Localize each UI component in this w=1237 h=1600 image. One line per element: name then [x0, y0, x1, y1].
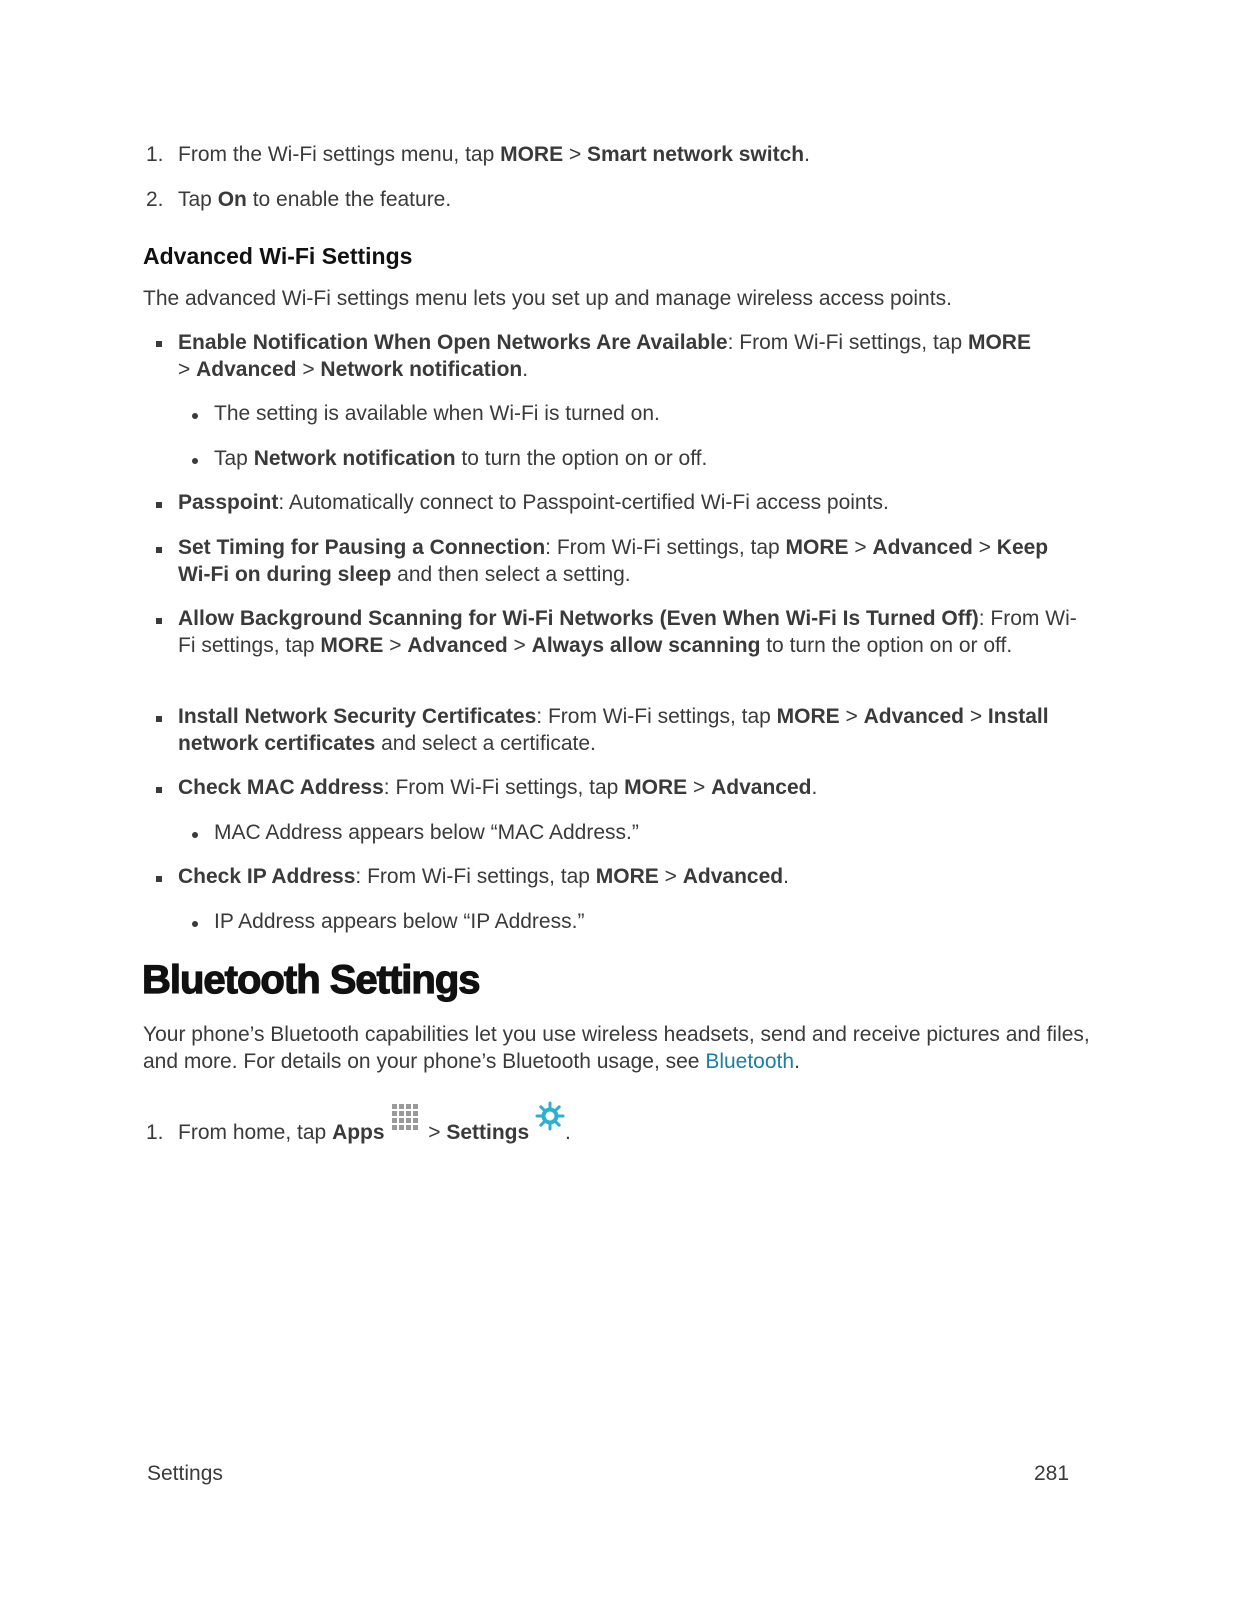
footer-section-name: Settings — [147, 1462, 223, 1485]
step-1: 1. From the Wi-Fi settings menu, tap MORE > Smart network switch. — [146, 143, 810, 166]
sub-item: The setting is available when Wi-Fi is turned on. — [214, 402, 660, 425]
sub-item: MAC Address appears below “MAC Address.” — [214, 821, 639, 844]
step-number: 2. — [146, 188, 164, 211]
footer-page-number: 281 — [1034, 1462, 1070, 1485]
bullet-square — [156, 618, 162, 624]
section-heading-bluetooth: Bluetooth Settings — [142, 958, 480, 1002]
bullet-square — [156, 547, 162, 553]
settings-gear-icon — [535, 1101, 565, 1137]
bullet-square — [156, 787, 162, 793]
list-item-security-certificates: Install Network Security Certificates: From Wi-Fi settings, tap MORE > Advanced > Install network certificates and select a certificate. — [178, 705, 1049, 755]
section-heading-advanced-wifi: Advanced Wi-Fi Settings — [143, 243, 413, 269]
bullet-dot — [192, 832, 198, 838]
list-item-passpoint: Passpoint: Automatically connect to Passpoint-certified Wi-Fi access points. — [178, 491, 889, 514]
bullet-square — [156, 716, 162, 722]
step-number: 1. — [146, 1121, 164, 1144]
step-2: 2. Tap On to enable the feature. — [146, 188, 452, 211]
sub-item: IP Address appears below “IP Address.” — [214, 910, 585, 933]
bullet-square — [156, 502, 162, 508]
bullet-dot — [192, 458, 198, 464]
bullet-square — [156, 341, 162, 347]
sub-item: Tap Network notification to turn the option on or off. — [214, 447, 708, 470]
bluetooth-intro: Your phone’s Bluetooth capabilities let you use wireless headsets, send and receive pictures and files, and more. For details on your phone’s Bluetooth usage, see Bluetooth. — [143, 1023, 1090, 1073]
bullet-square — [156, 876, 162, 882]
list-item-check-mac: Check MAC Address: From Wi-Fi settings, tap MORE > Advanced. — [178, 776, 818, 799]
list-item-network-notification: Enable Notification When Open Networks Are Available: From Wi-Fi settings, tap MORE > Advanced > Network notification. — [178, 331, 1031, 381]
bullet-dot — [192, 921, 198, 927]
apps-grid-icon — [390, 1103, 422, 1139]
bluetooth-step-1: 1. From home, tap Apps > Settings . — [146, 1101, 571, 1145]
list-item-pausing-timing: Set Timing for Pausing a Connection: From Wi-Fi settings, tap MORE > Advanced > Keep Wi-Fi on during sleep and then select a setting. — [178, 536, 1049, 586]
step-number: 1. — [146, 143, 164, 166]
bullet-dot — [192, 413, 198, 419]
bluetooth-link[interactable]: Bluetooth — [705, 1050, 795, 1073]
list-item-background-scanning: Allow Background Scanning for Wi-Fi Networks (Even When Wi-Fi Is Turned Off): From Wi-Fi settings, tap MORE > Advanced > Always allow scanning to turn the option on or off. — [178, 607, 1077, 657]
list-item-check-ip: Check IP Address: From Wi-Fi settings, tap MORE > Advanced. — [178, 865, 789, 888]
advanced-intro: The advanced Wi-Fi settings menu lets you set up and manage wireless access points. — [143, 287, 952, 310]
